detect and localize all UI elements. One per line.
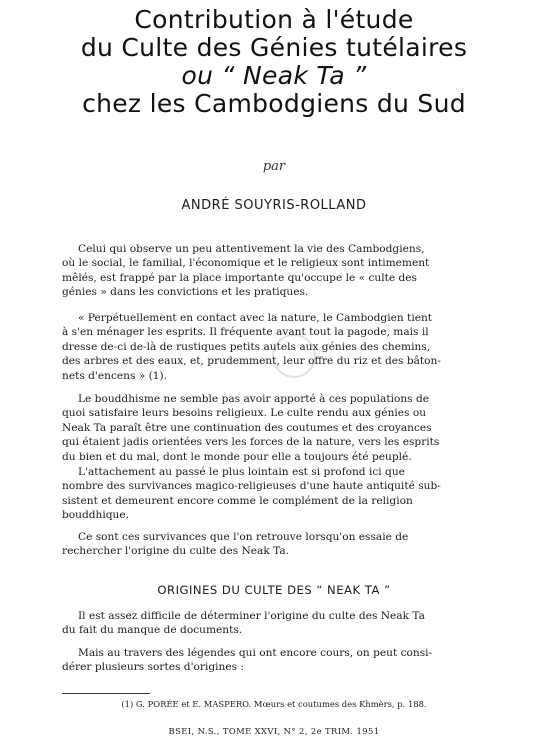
text-line: dresse de-ci de-là de rustiques petits autels aux génies des chemins, — [62, 340, 431, 353]
text-line: quoi satisfaire leurs besoins religieux. Le culte rendu aux génies ou — [62, 407, 427, 420]
paragraph-3 — [62, 392, 489, 464]
text-line: sistent et demeurent encore comme le complément de la religion — [62, 494, 413, 507]
paragraph-2 — [62, 311, 489, 383]
text-line: nombre des survivances magico-religieuses d'une haute antiquité sub- — [62, 480, 441, 493]
text-line: Le bouddhisme ne semble pas avoir apporté à ces populations de — [78, 393, 430, 405]
text-line: des arbres et des eaux, et, prudemment, leur offre du riz et des bâton- — [62, 355, 441, 368]
text-line: Il est assez difficile de déterminer l'origine du culte des Neak Ta — [78, 610, 425, 622]
text-line: génies » dans les convictions et les pratiques. — [62, 286, 309, 299]
page-footer: BSEI, N.S., TOME XXVI, N° 2, 2e TRIM. 1951 — [168, 726, 380, 736]
text-line: rechercher l'origine du culte des Neak Ta. — [62, 545, 290, 558]
text-line: mêlés, est frappé par la place importante qu'occupe le « culte des — [62, 271, 417, 284]
text-line: bouddhique. — [62, 509, 129, 522]
section-heading: ORIGINES DU CULTE DES “ NEAK TA ” — [157, 583, 391, 597]
byline-par: par — [262, 159, 286, 174]
text-line: Celui qui observe un peu attentivement la vie des Cambodgiens, — [78, 243, 425, 255]
text-line: à s'en ménager les esprits. Il fréquente avant tout la pagode, mais il — [62, 326, 429, 339]
text-line: nets d'encens » (1). — [62, 369, 167, 382]
paragraph-5 — [62, 530, 489, 559]
footnote-rule — [62, 693, 150, 694]
text-line: Neak Ta paraît être une continuation des coutumes et des croyances — [62, 421, 432, 434]
text-line: dérer plusieurs sortes d'origines : — [62, 661, 244, 674]
section-paragraph-2 — [62, 646, 489, 675]
article-title — [20, 6, 528, 118]
text-line: L'attachement au passé le plus lointain est si profond ici que — [78, 466, 405, 478]
text-line: Mais au travers des légendes qui ont encore cours, on peut consi- — [78, 647, 433, 659]
text-line: qui étaient jadis orientées vers les forces de la nature, vers les esprits — [62, 436, 440, 449]
text-line: du bien et du mal, dont le monde pour elle a toujours été peuplé. — [62, 450, 412, 463]
title-line-1: Contribution à l'étude — [134, 5, 414, 34]
text-line: Ce sont ces survivances que l'on retrouve lorsqu'on essaie de — [78, 531, 409, 543]
footnote: (1) G. PORÉE et E. MASPERO. Mœurs et coutumes des Khmèrs, p. 188. — [121, 699, 427, 709]
text-line: du fait du manque de documents. — [62, 624, 243, 637]
section-paragraph-1 — [62, 609, 489, 638]
paragraph-1 — [62, 242, 489, 300]
text-line: où le social, le familial, l'économique et le religieux sont intimement — [62, 257, 430, 270]
title-line-3: ou “ Neak Ta ” — [181, 61, 367, 90]
title-line-4: chez les Cambodgiens du Sud — [82, 89, 466, 118]
text-line: « Perpétuellement en contact avec la nature, le Cambodgien tient — [78, 312, 433, 324]
paragraph-4 — [62, 465, 489, 523]
author-name: ANDRÉ SOUYRIS-ROLLAND — [181, 198, 367, 213]
title-line-2: du Culte des Génies tutélaires — [80, 33, 468, 62]
